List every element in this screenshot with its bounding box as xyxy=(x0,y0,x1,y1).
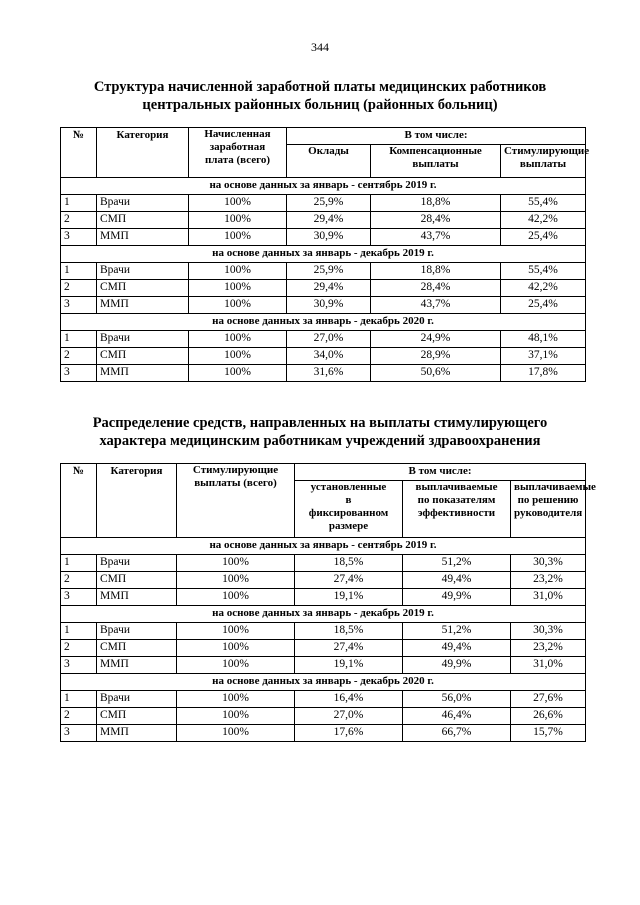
cell-category: СМП xyxy=(97,572,177,589)
cell-value: 27,6% xyxy=(511,691,586,708)
section-title: на основе данных за январь - декабрь 2019 г. xyxy=(61,606,586,623)
cell-value: 25,4% xyxy=(501,297,586,314)
header-including: В том числе: xyxy=(287,128,586,145)
cell-value: 23,2% xyxy=(511,640,586,657)
header-compensation xyxy=(371,145,501,178)
header-line: Компенсационные xyxy=(389,145,482,157)
cell-total: 100% xyxy=(189,263,287,280)
cell-category: ММП xyxy=(97,297,189,314)
header-line: размере xyxy=(328,520,369,532)
header-total xyxy=(177,464,295,538)
cell-value: 51,2% xyxy=(403,555,511,572)
cell-total: 100% xyxy=(189,212,287,229)
cell-value: 28,4% xyxy=(371,280,501,297)
table-row xyxy=(61,555,586,572)
section-title: на основе данных за январь - декабрь 2020 г. xyxy=(61,674,586,691)
header-line: выплаты xyxy=(412,158,459,170)
table-1-title-line: Структура начисленной заработной платы медицинских работников xyxy=(93,79,547,95)
cell-value: 37,1% xyxy=(501,348,586,365)
header-total xyxy=(189,128,287,178)
table-1-body xyxy=(61,178,586,382)
header-line: руководителя xyxy=(514,507,583,519)
cell-total: 100% xyxy=(177,589,295,606)
cell-category: ММП xyxy=(97,229,189,246)
cell-value: 55,4% xyxy=(501,263,586,280)
header-num: № xyxy=(61,464,97,538)
cell-value: 66,7% xyxy=(403,725,511,742)
table-row xyxy=(61,195,586,212)
cell-value: 31,0% xyxy=(511,657,586,674)
cell-value: 28,4% xyxy=(371,212,501,229)
cell-category: Врачи xyxy=(97,555,177,572)
cell-total: 100% xyxy=(177,657,295,674)
cell-value: 46,4% xyxy=(403,708,511,725)
cell-value: 49,4% xyxy=(403,572,511,589)
cell-value: 29,4% xyxy=(287,280,371,297)
section-title: на основе данных за январь - сентябрь 2019 г. xyxy=(61,178,586,195)
cell-value: 55,4% xyxy=(501,195,586,212)
cell-value: 56,0% xyxy=(403,691,511,708)
cell-value: 26,6% xyxy=(511,708,586,725)
cell-num: 1 xyxy=(61,263,97,280)
section-header-row xyxy=(61,178,586,195)
table-row xyxy=(61,365,586,382)
cell-total: 100% xyxy=(177,708,295,725)
incentive-distribution-table xyxy=(60,463,596,742)
cell-total: 100% xyxy=(189,297,287,314)
table-row xyxy=(61,589,586,606)
cell-num: 1 xyxy=(61,623,97,640)
cell-category: СМП xyxy=(97,708,177,725)
cell-value: 30,9% xyxy=(287,297,371,314)
table-2-body xyxy=(61,538,586,742)
cell-total: 100% xyxy=(189,365,287,382)
cell-category: СМП xyxy=(97,348,189,365)
cell-value: 42,2% xyxy=(501,212,586,229)
cell-value: 15,7% xyxy=(511,725,586,742)
header-total-line: Стимулирующие xyxy=(192,464,279,476)
header-line: выплачиваемые xyxy=(514,481,596,493)
cell-value: 27,4% xyxy=(295,572,403,589)
cell-total: 100% xyxy=(189,348,287,365)
cell-value: 27,0% xyxy=(295,708,403,725)
cell-num: 1 xyxy=(61,555,97,572)
table-1-title-line: центральных районных больниц (районных больниц) xyxy=(142,97,498,113)
table-row xyxy=(61,331,586,348)
header-line: эффективности xyxy=(417,507,496,519)
cell-category: ММП xyxy=(97,725,177,742)
cell-value: 23,2% xyxy=(511,572,586,589)
header-category: Категория xyxy=(97,128,189,178)
header-line: выплаты xyxy=(519,158,567,170)
cell-value: 30,3% xyxy=(511,623,586,640)
cell-num: 3 xyxy=(61,657,97,674)
table-row xyxy=(61,725,586,742)
table-row xyxy=(61,212,586,229)
cell-value: 17,6% xyxy=(295,725,403,742)
header-line: выплачиваемые xyxy=(415,481,498,493)
cell-value: 49,4% xyxy=(403,640,511,657)
cell-value: 43,7% xyxy=(371,297,501,314)
cell-value: 18,8% xyxy=(371,195,501,212)
header-line: фиксированном xyxy=(308,507,389,519)
table-row xyxy=(61,280,586,297)
cell-value: 19,1% xyxy=(295,657,403,674)
cell-num: 3 xyxy=(61,297,97,314)
header-line: в xyxy=(345,494,352,506)
cell-value: 30,3% xyxy=(511,555,586,572)
cell-num: 3 xyxy=(61,229,97,246)
cell-value: 43,7% xyxy=(371,229,501,246)
header-line: Стимулирующие xyxy=(504,145,590,157)
cell-value: 48,1% xyxy=(501,331,586,348)
cell-total: 100% xyxy=(189,195,287,212)
table-2-title-line: Распределение средств, направленных на выплаты стимулирующего xyxy=(92,415,548,431)
section-header-row xyxy=(61,606,586,623)
header-manager xyxy=(511,481,596,538)
section-title: на основе данных за январь - сентябрь 2019 г. xyxy=(61,538,586,555)
cell-total: 100% xyxy=(177,640,295,657)
cell-category: Врачи xyxy=(97,195,189,212)
cell-total: 100% xyxy=(189,229,287,246)
header-fixed xyxy=(295,481,403,538)
table-row xyxy=(61,623,586,640)
cell-num: 1 xyxy=(61,195,97,212)
section-header-row xyxy=(61,246,586,263)
header-including: В том числе: xyxy=(295,464,586,481)
cell-category: СМП xyxy=(97,280,189,297)
cell-value: 51,2% xyxy=(403,623,511,640)
cell-value: 25,9% xyxy=(287,195,371,212)
table-row xyxy=(61,640,586,657)
cell-total: 100% xyxy=(177,725,295,742)
section-header-row xyxy=(61,314,586,331)
cell-total: 100% xyxy=(177,572,295,589)
cell-value: 16,4% xyxy=(295,691,403,708)
cell-value: 25,4% xyxy=(501,229,586,246)
cell-num: 2 xyxy=(61,572,97,589)
header-line: установленные xyxy=(310,481,387,493)
cell-value: 42,2% xyxy=(501,280,586,297)
salary-structure-table xyxy=(60,127,590,382)
cell-num: 2 xyxy=(61,212,97,229)
cell-num: 3 xyxy=(61,725,97,742)
cell-value: 31,0% xyxy=(511,589,586,606)
cell-category: СМП xyxy=(97,212,189,229)
cell-value: 17,8% xyxy=(501,365,586,382)
cell-value: 18,8% xyxy=(371,263,501,280)
header-line: по показателям xyxy=(417,494,496,506)
cell-num: 2 xyxy=(61,348,97,365)
header-num: № xyxy=(61,128,97,178)
cell-value: 49,9% xyxy=(403,589,511,606)
header-incentive xyxy=(501,145,590,178)
cell-category: ММП xyxy=(97,589,177,606)
header-efficiency xyxy=(403,481,511,538)
cell-value: 18,5% xyxy=(295,623,403,640)
cell-value: 50,6% xyxy=(371,365,501,382)
header-line: Оклады xyxy=(308,145,349,157)
cell-total: 100% xyxy=(177,691,295,708)
table-row xyxy=(61,657,586,674)
header-total-line: Начисленная xyxy=(204,128,271,140)
table-2-title xyxy=(40,414,600,450)
cell-value: 31,6% xyxy=(287,365,371,382)
section-header-row xyxy=(61,674,586,691)
cell-value: 24,9% xyxy=(371,331,501,348)
table-row xyxy=(61,263,586,280)
cell-value: 49,9% xyxy=(403,657,511,674)
cell-value: 34,0% xyxy=(287,348,371,365)
table-row xyxy=(61,297,586,314)
table-row xyxy=(61,691,586,708)
cell-category: ММП xyxy=(97,657,177,674)
cell-total: 100% xyxy=(177,555,295,572)
table-row xyxy=(61,229,586,246)
cell-value: 29,4% xyxy=(287,212,371,229)
header-total-line: плата (всего) xyxy=(204,154,271,166)
header-category: Категория xyxy=(97,464,177,538)
cell-value: 27,4% xyxy=(295,640,403,657)
table-row xyxy=(61,708,586,725)
cell-num: 1 xyxy=(61,331,97,348)
cell-total: 100% xyxy=(177,623,295,640)
header-total-line: выплаты (всего) xyxy=(194,477,277,489)
cell-value: 30,9% xyxy=(287,229,371,246)
cell-num: 3 xyxy=(61,589,97,606)
table-row xyxy=(61,572,586,589)
cell-num: 1 xyxy=(61,691,97,708)
table-2-title-line: характера медицинским работникам учреждений здравоохранения xyxy=(99,433,541,449)
cell-num: 2 xyxy=(61,280,97,297)
cell-category: Врачи xyxy=(97,331,189,348)
cell-num: 2 xyxy=(61,640,97,657)
cell-value: 18,5% xyxy=(295,555,403,572)
section-title: на основе данных за январь - декабрь 2020 г. xyxy=(61,314,586,331)
cell-category: Врачи xyxy=(97,263,189,280)
section-title: на основе данных за январь - декабрь 2019 г. xyxy=(61,246,586,263)
cell-num: 2 xyxy=(61,708,97,725)
header-total-line: заработная xyxy=(209,141,266,153)
cell-total: 100% xyxy=(189,331,287,348)
cell-total: 100% xyxy=(189,280,287,297)
table-1-title xyxy=(40,78,600,114)
cell-category: ММП xyxy=(97,365,189,382)
cell-category: Врачи xyxy=(97,691,177,708)
table-row xyxy=(61,348,586,365)
cell-value: 28,9% xyxy=(371,348,501,365)
cell-value: 27,0% xyxy=(287,331,371,348)
header-salaries xyxy=(287,145,371,178)
cell-value: 25,9% xyxy=(287,263,371,280)
section-header-row xyxy=(61,538,586,555)
page-number: 344 xyxy=(311,40,329,54)
cell-category: СМП xyxy=(97,640,177,657)
cell-value: 19,1% xyxy=(295,589,403,606)
cell-num: 3 xyxy=(61,365,97,382)
cell-category: Врачи xyxy=(97,623,177,640)
header-line: по решению xyxy=(517,494,579,506)
